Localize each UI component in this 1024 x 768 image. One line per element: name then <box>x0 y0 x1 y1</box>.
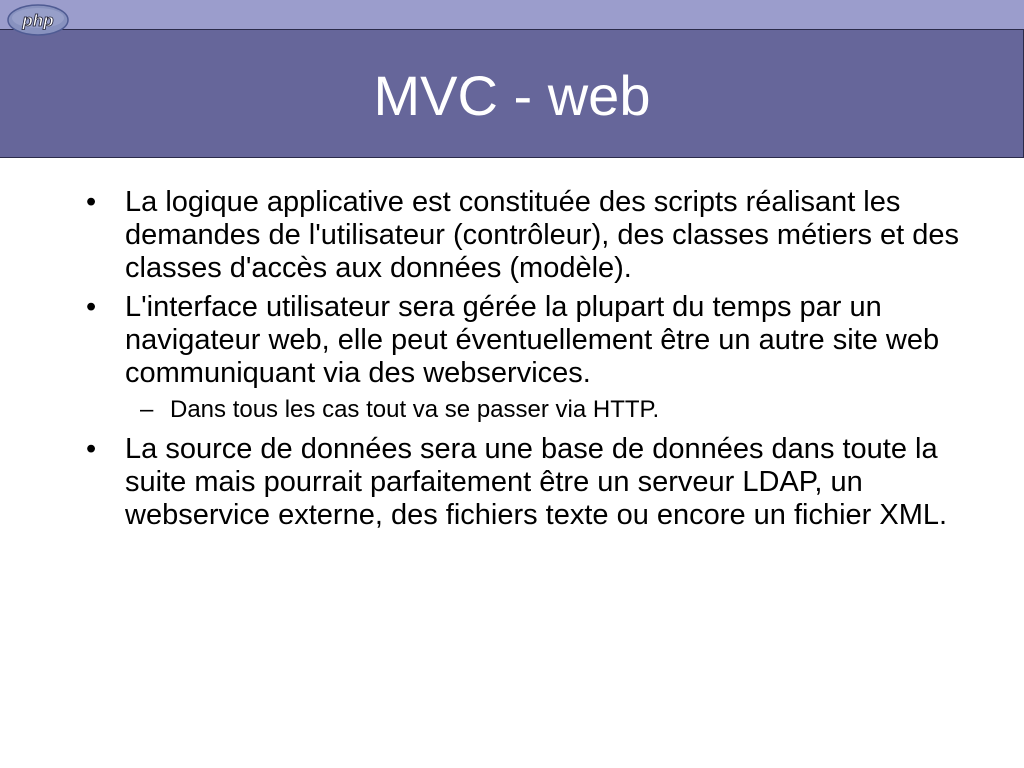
php-logo <box>7 4 69 36</box>
bullet-text: La logique applicative est constituée des scripts réalisant les demandes de l'utilisateur (contrôleur), des classes métiers et des classes d'accès aux données (modèle). <box>125 186 960 284</box>
bullet-item <box>84 186 964 285</box>
bullet-marker: • <box>86 291 97 323</box>
top-strip <box>0 0 1024 30</box>
bullet-item <box>84 291 964 390</box>
sub-bullet-marker: – <box>140 396 154 423</box>
slide-content <box>84 186 964 538</box>
sub-bullet-item <box>84 396 964 424</box>
sub-bullet-text: Dans tous les cas tout va se passer via HTTP. <box>170 396 660 423</box>
bullet-text: La source de données sera une base de données dans toute la suite mais pourrait parfaitement être un serveur LDAP, un webservice externe, des fichiers texte ou encore un fichier XML. <box>125 433 948 531</box>
bullet-text: L'interface utilisateur sera gérée la plupart du temps par un navigateur web, elle peut éventuellement être un autre site web communiquant via des webservices. <box>125 291 940 389</box>
bullet-marker: • <box>86 186 97 218</box>
bullet-marker: • <box>86 433 97 465</box>
svg-text:php: php <box>22 11 54 30</box>
slide-title: MVC - web <box>373 64 651 127</box>
bullet-item <box>84 433 964 532</box>
